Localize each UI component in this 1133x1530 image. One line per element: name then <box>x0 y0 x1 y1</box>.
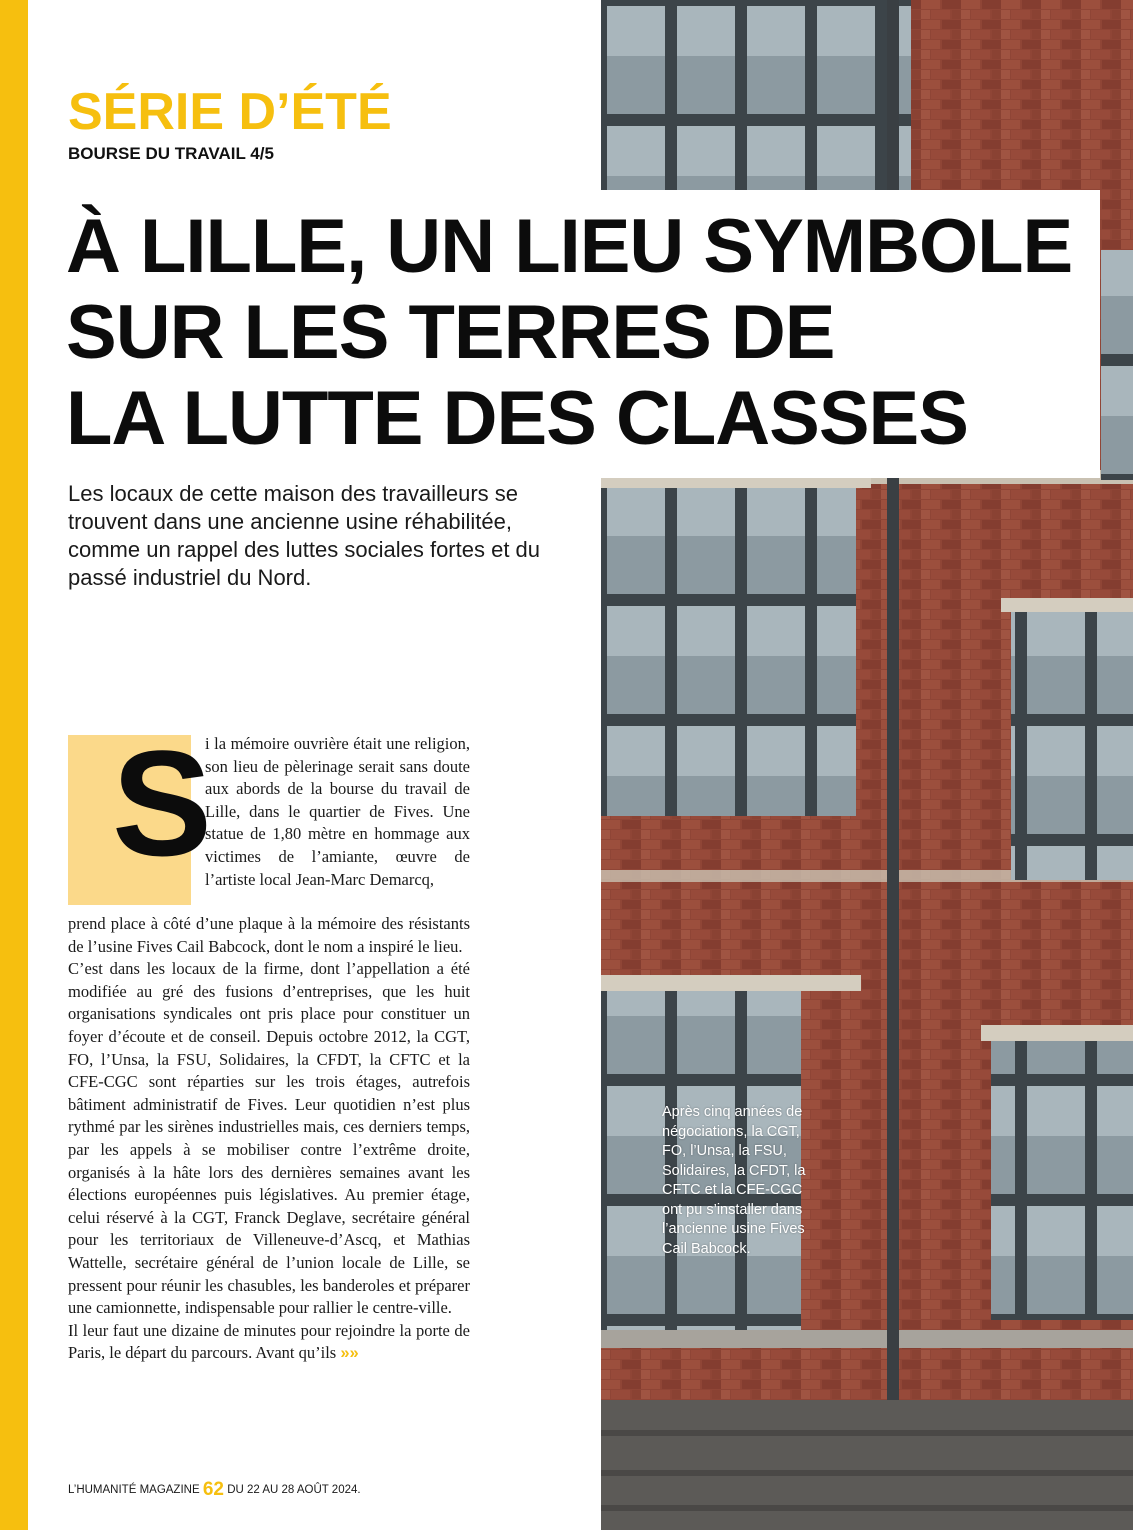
article-paragraph-3-text: Il leur faut une dizaine de minutes pour rejoindre la porte de Paris, le départ du parcours. Avant qu’ils <box>68 1320 470 1363</box>
page-footer <box>68 1480 361 1500</box>
publication-name: L’HUMANITÉ MAGAZINE <box>68 1484 200 1496</box>
article-paragraph-2: C’est dans les locaux de la firme, dont l’appellation a été modifiée au gré des fusions d’entreprises, que les huit organisations syndicales ont pris place pour constituer un foyer d’écoute et de conseil. Depuis octobre 2012, la CGT, FO, l’Unsa, la FSU, Solidaires, la CFDT, la CFTC et la CFE-CGC sont réparties sur les trois étages, autrefois bâtiment administratif de Fives. Leur quotidien n’est plus rythmé par les sirènes industrielles mais, ces derniers temps, par les appels à se mobiliser contre l’extrême droite, organisés à la hâte lors des dernières semaines avant les élections européennes puis législatives. Au premier étage, celui réservé à la CGT, Franck Deglave, secrétaire général pour les territoriaux de Villeneuve-d’Ascq, et Mathias Wattelle, secrétaire général de l’union locale de Lille, se pressent pour réunir les chasubles, les banderoles et préparer une camionnette, indispensable pour rallier le centre-ville. <box>68 959 470 1318</box>
article-body <box>68 913 470 1365</box>
lede-paragraph: Les locaux de cette maison des travailleurs se trouvent dans une ancienne usine réhabilitée, comme un rappel des luttes sociales fortes et du passé industriel du Nord. <box>68 481 541 590</box>
series-kicker: SÉRIE D’ÉTÉ <box>68 83 392 141</box>
headline-line-3: LA LUTTE DES CLASSES <box>66 376 968 461</box>
series-subtitle: BOURSE DU TRAVAIL 4/5 <box>68 144 274 163</box>
yellow-margin-strip <box>0 0 28 1530</box>
article-text-end: prend place à côté d’une plaque à la mémoire des résistants de l’usine Fives Cail Babcock, dont le nom a inspiré le lieu. <box>68 914 470 956</box>
continue-arrow-icon: »» <box>340 1344 359 1363</box>
page-number: 62 <box>202 1479 224 1500</box>
article-first-paragraph-start <box>205 733 470 891</box>
headline-line-2: SUR LES TERRES DE <box>66 290 835 375</box>
headline-line-1: À LILLE, UN LIEU SYMBOLE <box>66 204 1073 289</box>
issue-dates: DU 22 AU 28 AOÛT 2024. <box>227 1484 361 1496</box>
photo-caption: Après cinq années de négociations, la CGT, FO, l’Unsa, la FSU, Solidaires, la CFDT, la CFTC et la CFE-CGC ont pu s’installer dans l’ancienne usine Fives Cail Babcock. <box>662 1104 806 1257</box>
article-paragraph-3 <box>68 1320 470 1365</box>
drop-cap: S <box>112 719 213 887</box>
article-text-start: i la mémoire ouvrière était une religion, son lieu de pèlerinage serait sans doute aux abords de la bourse du travail de Lille, dans le quartier de Fives. Une statue de 1,80 mètre en hommage aux victimes de l’amiante, œuvre de l’artiste local Jean-Marc Demarcq, <box>205 734 470 889</box>
headline <box>66 204 1072 462</box>
